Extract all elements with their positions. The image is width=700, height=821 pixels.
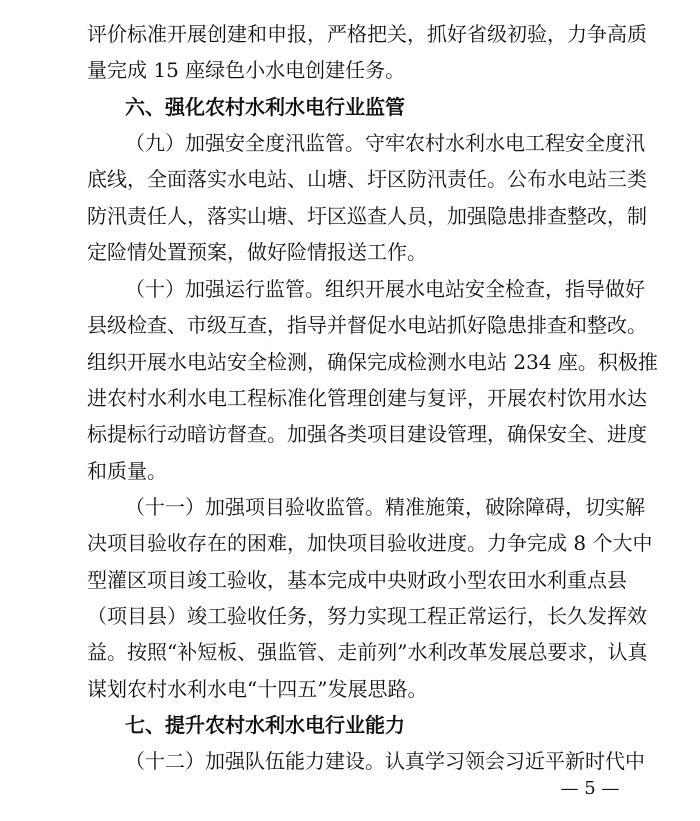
paragraph-first-line: （九）加强安全度汛监管。守牢农村水利水电工程安全度汛: [125, 131, 645, 155]
body-line: 底线，全面落实水电站、山塘、圩区防汛责任。公布水电站三类: [87, 167, 647, 191]
section-heading: 六、强化农村水利水电行业监管: [125, 95, 405, 119]
body-line: 评价标准开展创建和申报，严格把关，抓好省级初验，力争高质: [87, 22, 647, 46]
section-heading: 七、提升农村水利水电行业能力: [125, 713, 405, 737]
paragraph-first-line: （十二）加强队伍能力建设。认真学习领会习近平新时代中: [125, 749, 645, 773]
body-line: 型灌区项目竣工验收，基本完成中央财政小型农田水利重点县: [87, 568, 627, 592]
body-line: 和质量。: [87, 459, 167, 483]
body-line: 县级检查、市级互查，指导并督促水电站抓好隐患排查和整改。: [87, 313, 647, 337]
body-line: （项目县）竣工验收任务，努力实现工程正常运行，长久发挥效: [87, 604, 647, 628]
paragraph-first-line: （十）加强运行监管。组织开展水电站安全检查，指导做好: [125, 277, 645, 301]
body-line: 量完成 15 座绿色小水电创建任务。: [87, 58, 406, 82]
body-line: 决项目验收存在的困难，加快项目验收进度。力争完成 8 个大中: [87, 531, 653, 555]
body-line: 谋划农村水利水电“十四五”发展思路。: [87, 677, 428, 701]
page-number: — 5 —: [560, 778, 620, 799]
body-line: 防汛责任人，落实山塘、圩区巡查人员，加强隐患排查整改，制: [87, 204, 647, 228]
body-line: 标提标行动暗访督查。加强各类项目建设管理，确保安全、进度: [87, 422, 647, 446]
paragraph-first-line: （十一）加强项目验收监管。精准施策，破除障碍，切实解: [125, 495, 645, 519]
body-line: 组织开展水电站安全检测，确保完成检测水电站 234 座。积极推: [87, 350, 658, 374]
body-line: 益。按照“补短板、强监管、走前列”水利改革发展总要求，认真: [87, 640, 648, 664]
body-line: 进农村水利水电工程标准化管理创建与复评，开展农村饮用水达: [87, 386, 647, 410]
body-line: 定险情处置预案，做好险情报送工作。: [87, 240, 427, 264]
